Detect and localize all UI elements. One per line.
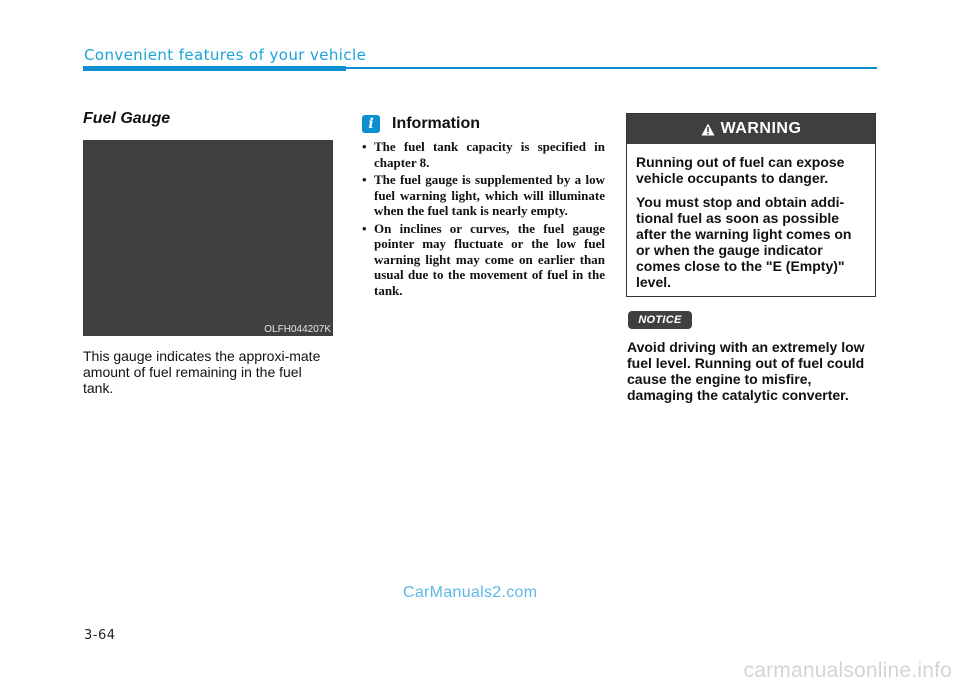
list-item: • On inclines or curves, the fuel gauge pointer may fluctuate or the low fuel warning light may come on earlier than usual due to the movement of fuel in the tank. bbox=[362, 221, 605, 299]
image-code: OLFH044207K bbox=[264, 324, 331, 335]
warning-title: WARNING bbox=[720, 120, 802, 137]
warning-header bbox=[627, 114, 875, 144]
info-icon: i bbox=[362, 115, 380, 133]
fuel-gauge-image bbox=[83, 140, 333, 336]
header-rule bbox=[346, 67, 877, 69]
fuel-gauge-section bbox=[83, 110, 333, 396]
watermark-link[interactable]: CarManuals2.com bbox=[403, 584, 538, 601]
list-item: • The fuel gauge is supplemented by a low fuel warning light, which will illuminate when the fuel tank is nearly empty. bbox=[362, 172, 605, 219]
list-item: • The fuel tank capacity is specified in chapter 8. bbox=[362, 139, 605, 170]
notice-text: Avoid driving with an extremely low fuel level. Running out of fuel could cause the engine to misfire, damaging the catalytic converter. bbox=[627, 339, 865, 403]
warning-paragraph: Running out of fuel can expose vehicle occupants to danger. bbox=[636, 154, 845, 186]
information-list bbox=[362, 139, 605, 298]
warning-box bbox=[626, 113, 876, 297]
information-section bbox=[362, 115, 605, 300]
footer-watermark: carmanualsonline.info bbox=[743, 659, 952, 682]
notice-badge: NOTICE bbox=[628, 311, 692, 329]
header-bar bbox=[83, 66, 346, 71]
warning-body bbox=[627, 144, 875, 290]
warning-paragraph: You must stop and obtain addi-tional fuel as soon as possible after the warning light comes on or when the gauge indicator comes close to the "E (Empty)" level. bbox=[636, 194, 852, 290]
page-number: 3-64 bbox=[84, 628, 116, 643]
fuel-gauge-description: This gauge indicates the approxi-mate amount of fuel remaining in the fuel tank. bbox=[83, 348, 321, 396]
warning-triangle-icon bbox=[701, 123, 715, 136]
section-title: Fuel Gauge bbox=[83, 110, 171, 127]
information-header bbox=[362, 115, 605, 133]
information-title: Information bbox=[392, 115, 480, 132]
header-title: Convenient features of your vehicle bbox=[84, 46, 367, 64]
